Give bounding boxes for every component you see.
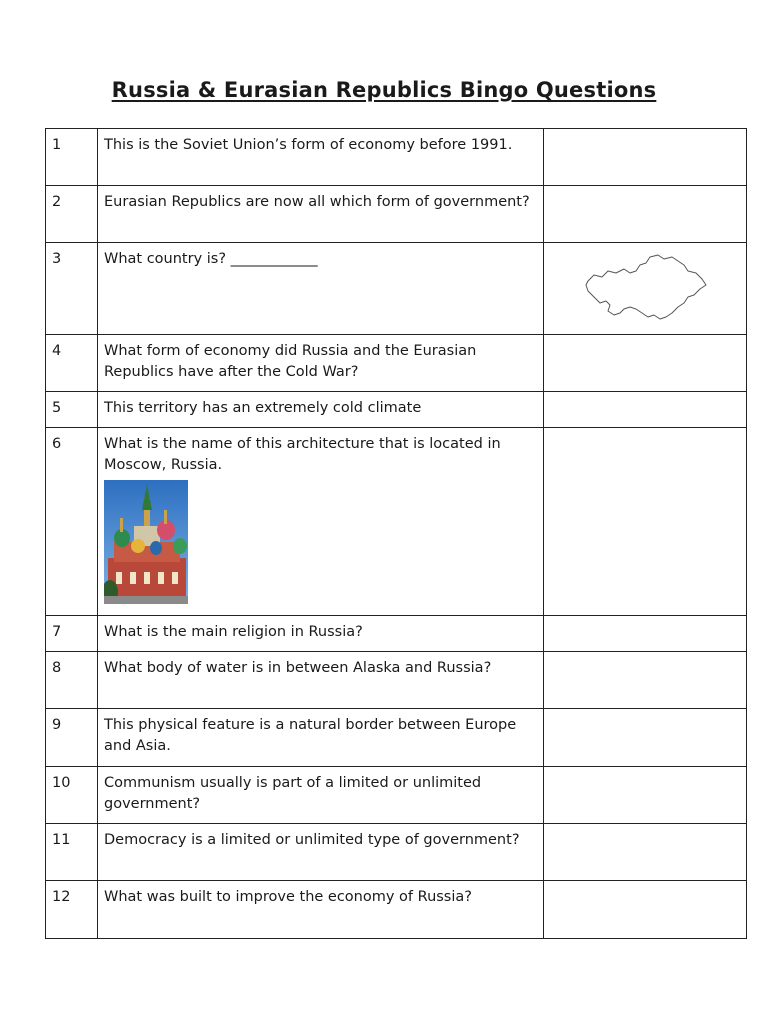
question-number: 11 — [46, 824, 98, 881]
answer-cell — [544, 616, 747, 652]
answer-cell — [544, 335, 747, 392]
table-row — [46, 652, 747, 709]
question-number: 7 — [46, 616, 98, 652]
question-number: 10 — [46, 767, 98, 824]
table-row — [46, 243, 747, 335]
answer-cell — [544, 881, 747, 939]
question-text: What was built to improve the economy of Russia? — [98, 881, 544, 939]
answer-cell — [544, 652, 747, 709]
question-text: What country is? ____________ — [98, 243, 544, 335]
answer-cell — [544, 824, 747, 881]
table-row — [46, 767, 747, 824]
question-number: 8 — [46, 652, 98, 709]
question-text: Democracy is a limited or unlimited type of government? — [98, 824, 544, 881]
question-number: 9 — [46, 709, 98, 767]
question-text: What is the name of this architecture that is located in Moscow, Russia. — [104, 436, 501, 473]
table-row — [46, 881, 747, 939]
question-number: 1 — [46, 129, 98, 186]
table-row — [46, 129, 747, 186]
question-text: This is the Soviet Union’s form of economy before 1991. — [98, 129, 544, 186]
question-number: 6 — [46, 428, 98, 616]
table-row — [46, 824, 747, 881]
question-text: What form of economy did Russia and the Eurasian Republics have after the Cold War? — [98, 335, 544, 392]
table-row — [46, 186, 747, 243]
table-row — [46, 392, 747, 428]
bingo-questions-table — [45, 128, 747, 939]
question-text: This physical feature is a natural border between Europe and Asia. — [98, 709, 544, 767]
question-cell — [98, 428, 544, 616]
table-row — [46, 616, 747, 652]
question-text: This territory has an extremely cold climate — [98, 392, 544, 428]
answer-cell — [544, 428, 747, 616]
answer-cell — [544, 186, 747, 243]
question-number: 12 — [46, 881, 98, 939]
answer-cell — [544, 129, 747, 186]
question-text: What body of water is in between Alaska and Russia? — [98, 652, 544, 709]
page-title: Russia & Eurasian Republics Bingo Questions — [111, 78, 657, 102]
kazakhstan-map-outline — [580, 251, 710, 326]
table-row — [46, 709, 747, 767]
answer-cell — [544, 392, 747, 428]
question-text: What is the main religion in Russia? — [98, 616, 544, 652]
question-number: 4 — [46, 335, 98, 392]
question-text: Communism usually is part of a limited or unlimited government? — [98, 767, 544, 824]
answer-cell — [544, 767, 747, 824]
question-number: 5 — [46, 392, 98, 428]
question-text: Eurasian Republics are now all which form of government? — [98, 186, 544, 243]
answer-cell — [544, 243, 747, 335]
table-row — [46, 335, 747, 392]
answer-cell — [544, 709, 747, 767]
question-number: 2 — [46, 186, 98, 243]
table-row — [46, 428, 747, 616]
st-basils-cathedral-photo — [104, 480, 188, 604]
question-number: 3 — [46, 243, 98, 335]
